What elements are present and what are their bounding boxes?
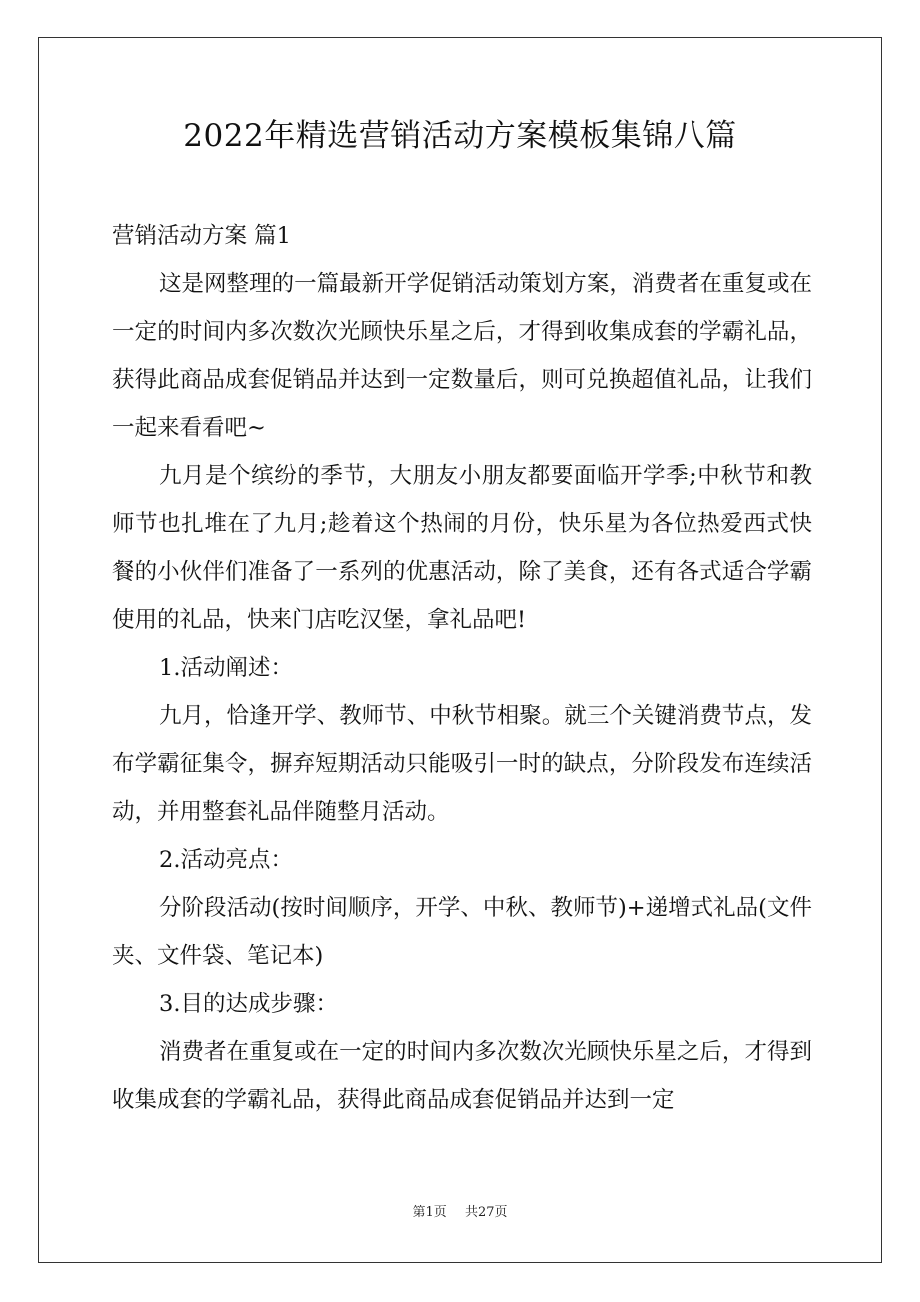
document-title: 2022年精选营销活动方案模板集锦八篇 [183,118,737,154]
page-footer [38,1203,882,1223]
paragraph-intro: 这是网整理的一篇最新开学促销活动策划方案，消费者在重复或在一定的时间内多次数次光顾快乐星之后，才得到收集成套的学霸礼品，获得此商品成套促销品并达到一定数量后，则可兑换超值礼品，让我们一起来看看吧~ [112,271,812,441]
paragraph-activity-description: 九月，恰逢开学、教师节、中秋节相聚。就三个关键消费节点，发布学霸征集令，摒弃短期活动只能吸引一时的缺点，分阶段发布连续活动，并用整套礼品伴随整月活动。 [112,703,812,825]
document-body [112,212,812,1124]
subheading-activity-highlights: 2.活动亮点： [159,847,293,873]
subheading-activity-description: 1.活动阐述： [159,655,293,681]
section-heading: 营销活动方案 篇1 [112,223,291,249]
paragraph-september: 九月是个缤纷的季节，大朋友小朋友都要面临开学季;中秋节和教师节也扎堆在了九月;趁着这个热闹的月份，快乐星为各位热爱西式快餐的小伙伴们准备了一系列的优惠活动，除了美食，还有各式适合学霸使用的礼品，快来门店吃汉堡，拿礼品吧! [112,463,812,633]
page-number: 第1页 [412,1205,447,1220]
page-total: 共27页 [464,1205,508,1220]
paragraph-activity-highlights: 分阶段活动(按时间顺序，开学、中秋、教师节)+递增式礼品(文件夹、文件袋、笔记本) [112,895,812,969]
paragraph-goal-steps: 消费者在重复或在一定的时间内多次数次光顾快乐星之后，才得到收集成套的学霸礼品，获得此商品成套促销品并达到一定 [112,1039,812,1113]
subheading-goal-steps: 3.目的达成步骤： [159,991,338,1017]
